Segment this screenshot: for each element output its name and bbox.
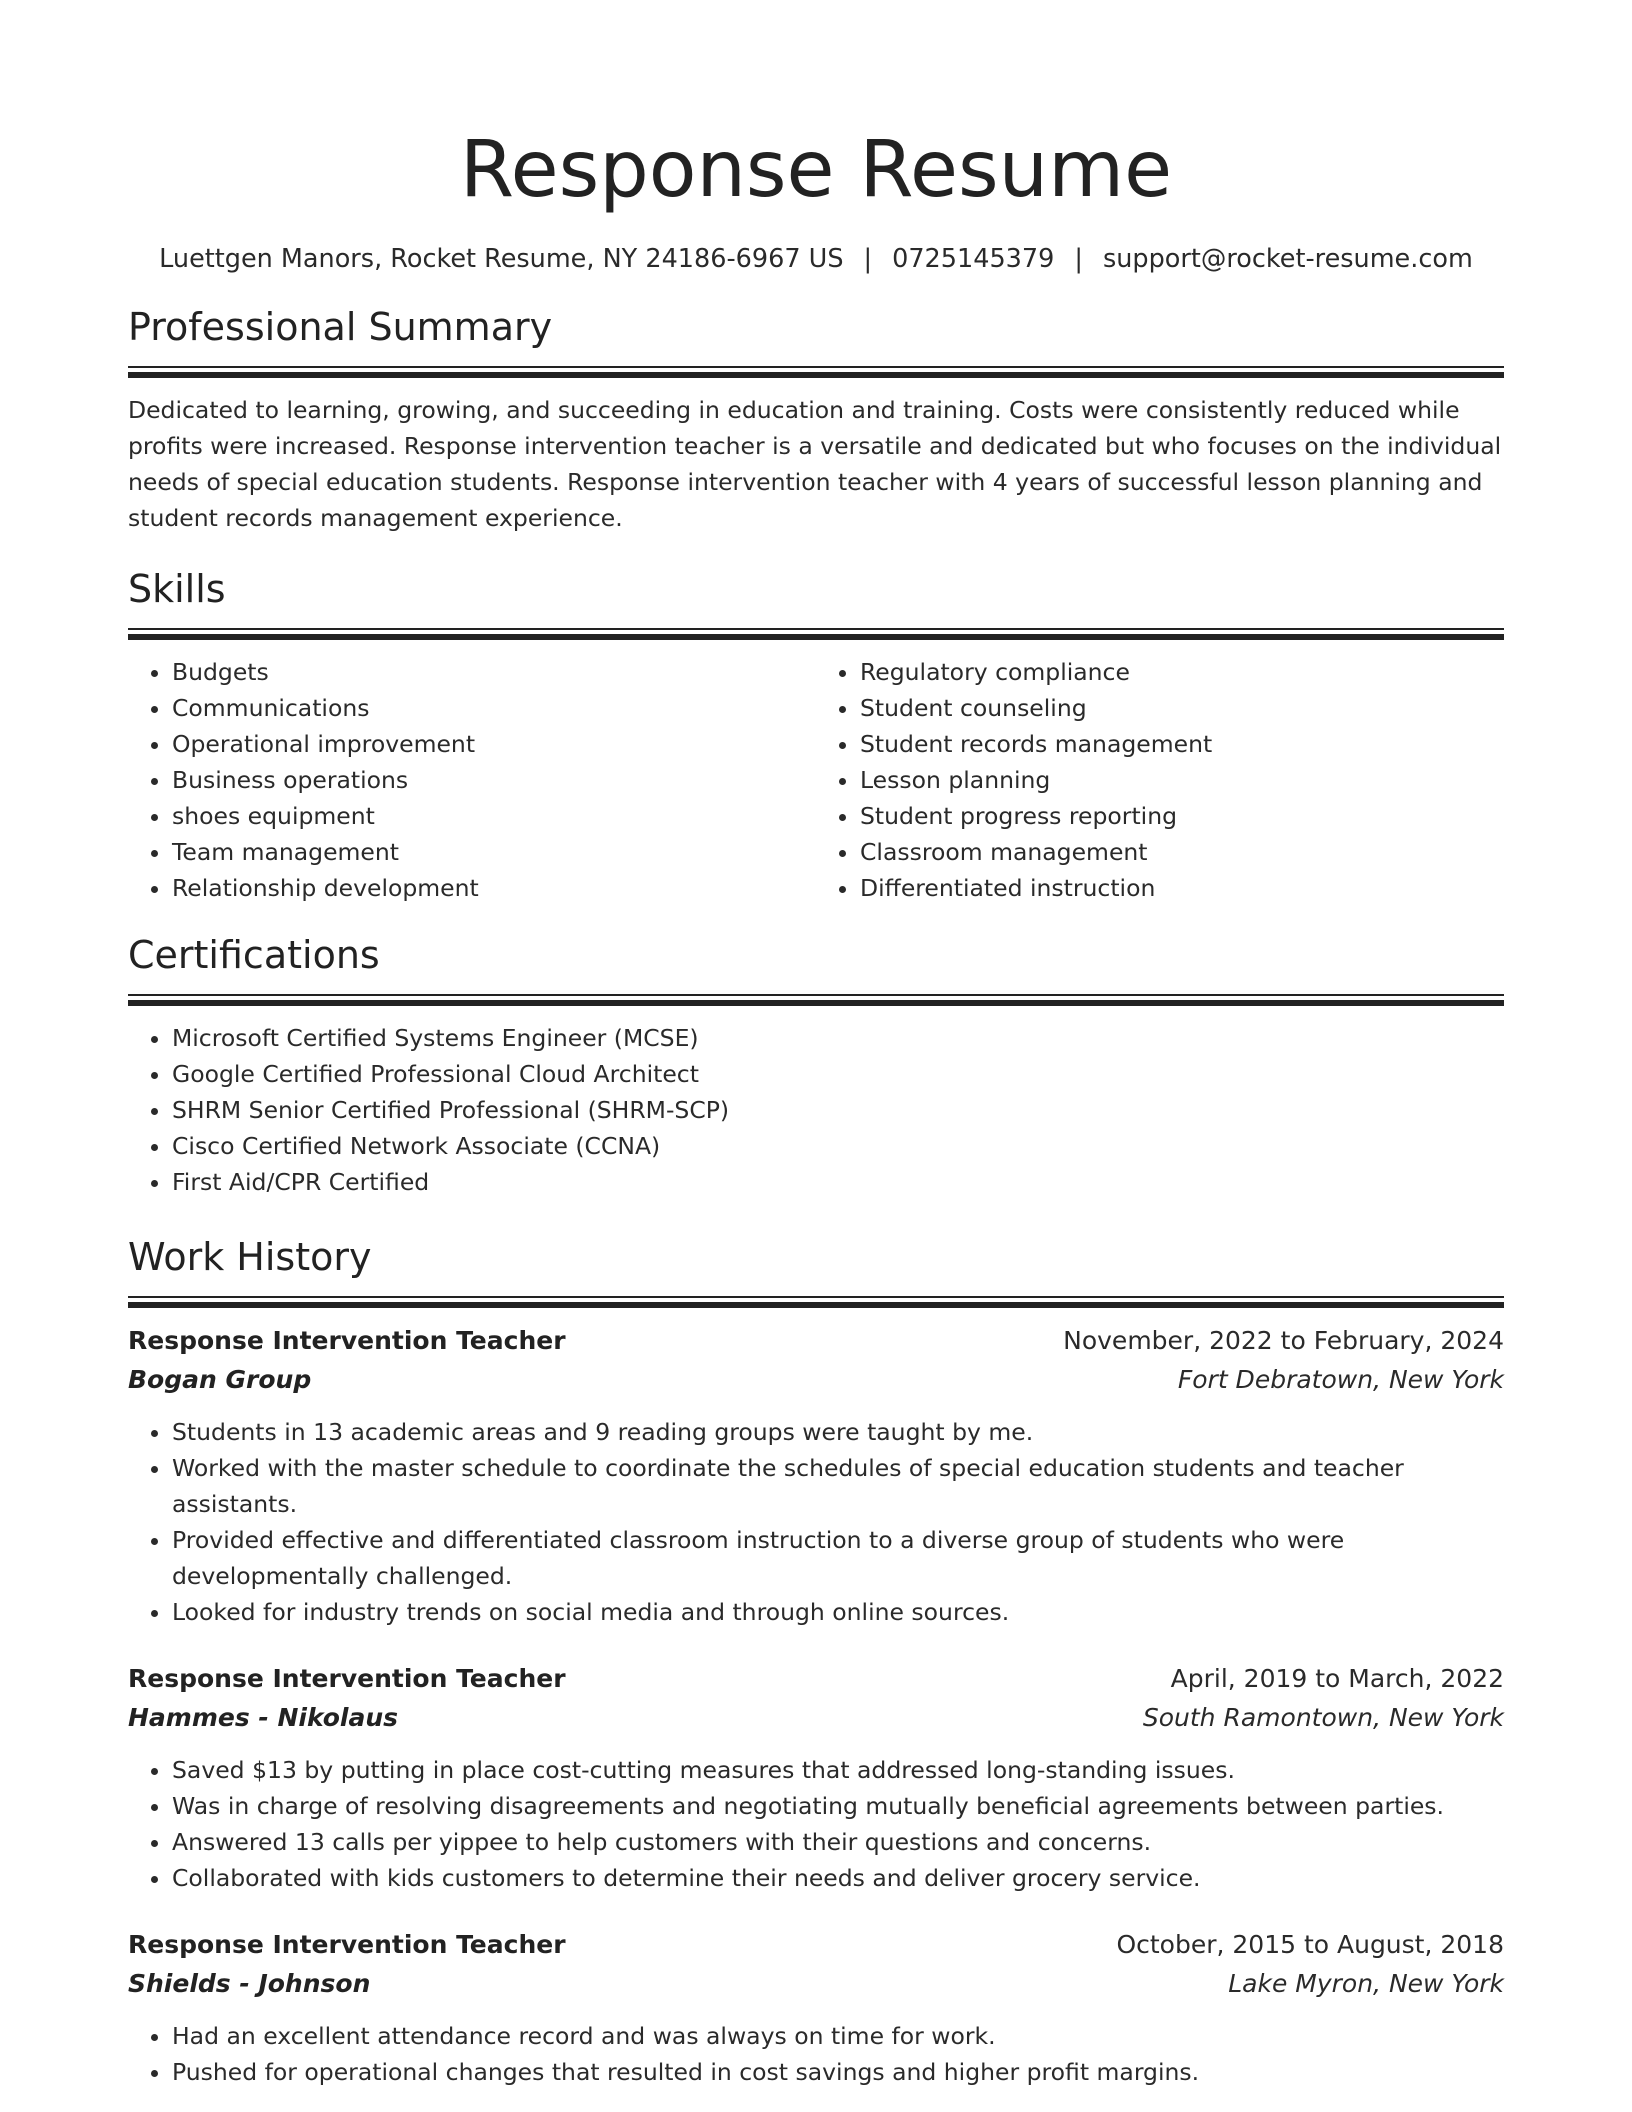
skills-section: [128, 564, 1504, 906]
list-item: • Budgets: [172, 654, 816, 690]
summary-text: Dedicated to learning, growing, and succeeding in education and training. Costs were consistently reduced while profits were increased. Response intervention teacher is a versatile and dedicated but who focuses on the individual needs of special education students. Response intervention teacher with 4 years of successful lesson planning and student records management experience.: [128, 396, 1502, 532]
list-item: • Lesson planning: [860, 762, 1504, 798]
section-divider: [128, 1296, 1504, 1308]
job-dates: November, 2022 to February, 2024: [1063, 1326, 1504, 1355]
job-dates: April, 2019 to March, 2022: [1170, 1664, 1504, 1693]
certifications-list: [128, 1020, 1504, 1200]
list-item: • Student records management: [860, 726, 1504, 762]
job-location: South Ramontown, New York: [1142, 1703, 1504, 1732]
job-location: Lake Myron, New York: [1228, 1969, 1504, 1998]
list-item: • Classroom management: [860, 834, 1504, 870]
list-item: • Worked with the master schedule to coordinate the schedules of special education students and teacher assistants.: [172, 1450, 1504, 1522]
job-header: [128, 1926, 1504, 1964]
contact-separator: |: [1074, 244, 1083, 274]
list-item: • Business operations: [172, 762, 816, 798]
list-item: • Saved $13 by putting in place cost-cutting measures that addressed long-standing issues.: [172, 1752, 1504, 1788]
job-entry: [128, 1660, 1504, 1896]
list-item: • Team management: [172, 834, 816, 870]
skills-columns: [128, 654, 1504, 906]
resume-name: Response Resume: [459, 125, 1173, 215]
skills-list-left: [128, 654, 816, 906]
list-item: • Student counseling: [860, 690, 1504, 726]
job-title: Response Intervention Teacher: [128, 1930, 566, 1959]
list-item: • Looked for industry trends on social media and through online sources.: [172, 1594, 1504, 1630]
list-item: • Google Certified Professional Cloud Architect: [172, 1056, 1504, 1092]
job-subheader: [128, 1360, 1504, 1400]
job-bullets: [128, 1752, 1504, 1896]
list-item: • Answered 13 calls per yippee to help customers with their questions and concerns.: [172, 1824, 1504, 1860]
section-title-summary: Professional Summary: [128, 305, 553, 349]
contact-phone: 0725145379: [892, 244, 1055, 274]
list-item: • Relationship development: [172, 870, 816, 906]
summary-section: [128, 302, 1504, 536]
list-item: • Was in charge of resolving disagreements and negotiating mutually beneficial agreements between parties.: [172, 1788, 1504, 1824]
section-title-work: Work History: [128, 1235, 372, 1279]
list-item: • shoes equipment: [172, 798, 816, 834]
list-item: • First Aid/CPR Certified: [172, 1164, 1504, 1200]
job-subheader: [128, 1964, 1504, 2004]
job-bullets: [128, 1414, 1504, 1630]
job-header: [128, 1660, 1504, 1698]
job-company: Bogan Group: [128, 1365, 312, 1394]
section-title-skills: Skills: [128, 567, 226, 611]
list-item: • Students in 13 academic areas and 9 reading groups were taught by me.: [172, 1414, 1504, 1450]
list-item: • Cisco Certified Network Associate (CCNA): [172, 1128, 1504, 1164]
job-header: [128, 1322, 1504, 1360]
job-entry: [128, 1926, 1504, 2090]
job-company: Shields - Johnson: [128, 1969, 371, 1998]
job-bullets: [128, 2018, 1504, 2090]
job-title: Response Intervention Teacher: [128, 1326, 566, 1355]
job-entry: [128, 1322, 1504, 1630]
section-title-certifications: Certifications: [128, 933, 380, 977]
contact-separator: |: [863, 244, 873, 274]
contact-line: [128, 242, 1504, 276]
list-item: • Pushed for operational changes that resulted in cost savings and higher profit margins.: [172, 2054, 1504, 2090]
section-divider: [128, 994, 1504, 1006]
list-item: • Had an excellent attendance record and was always on time for work.: [172, 2018, 1504, 2054]
list-item: • Differentiated instruction: [860, 870, 1504, 906]
job-dates: October, 2015 to August, 2018: [1116, 1930, 1504, 1959]
list-item: • SHRM Senior Certified Professional (SHRM-SCP): [172, 1092, 1504, 1128]
list-item: • Regulatory compliance: [860, 654, 1504, 690]
list-item: • Collaborated with kids customers to determine their needs and deliver grocery service.: [172, 1860, 1504, 1896]
section-divider: [128, 628, 1504, 640]
list-item: • Provided effective and differentiated classroom instruction to a diverse group of students who were developmentally challenged.: [172, 1522, 1504, 1594]
work-section: [128, 1232, 1504, 2090]
job-subheader: [128, 1698, 1504, 1738]
list-item: • Operational improvement: [172, 726, 816, 762]
job-company: Hammes - Nikolaus: [128, 1703, 399, 1732]
job-title: Response Intervention Teacher: [128, 1664, 566, 1693]
contact-email: support@rocket-resume.com: [1102, 244, 1473, 274]
list-item: • Communications: [172, 690, 816, 726]
job-location: Fort Debratown, New York: [1177, 1365, 1504, 1394]
list-item: • Microsoft Certified Systems Engineer (MCSE): [172, 1020, 1504, 1056]
contact-address: Luettgen Manors, Rocket Resume, NY 24186-6967 US: [159, 244, 844, 274]
certifications-section: [128, 930, 1504, 1200]
skills-list-right: [816, 654, 1504, 906]
section-divider: [128, 366, 1504, 378]
list-item: • Student progress reporting: [860, 798, 1504, 834]
